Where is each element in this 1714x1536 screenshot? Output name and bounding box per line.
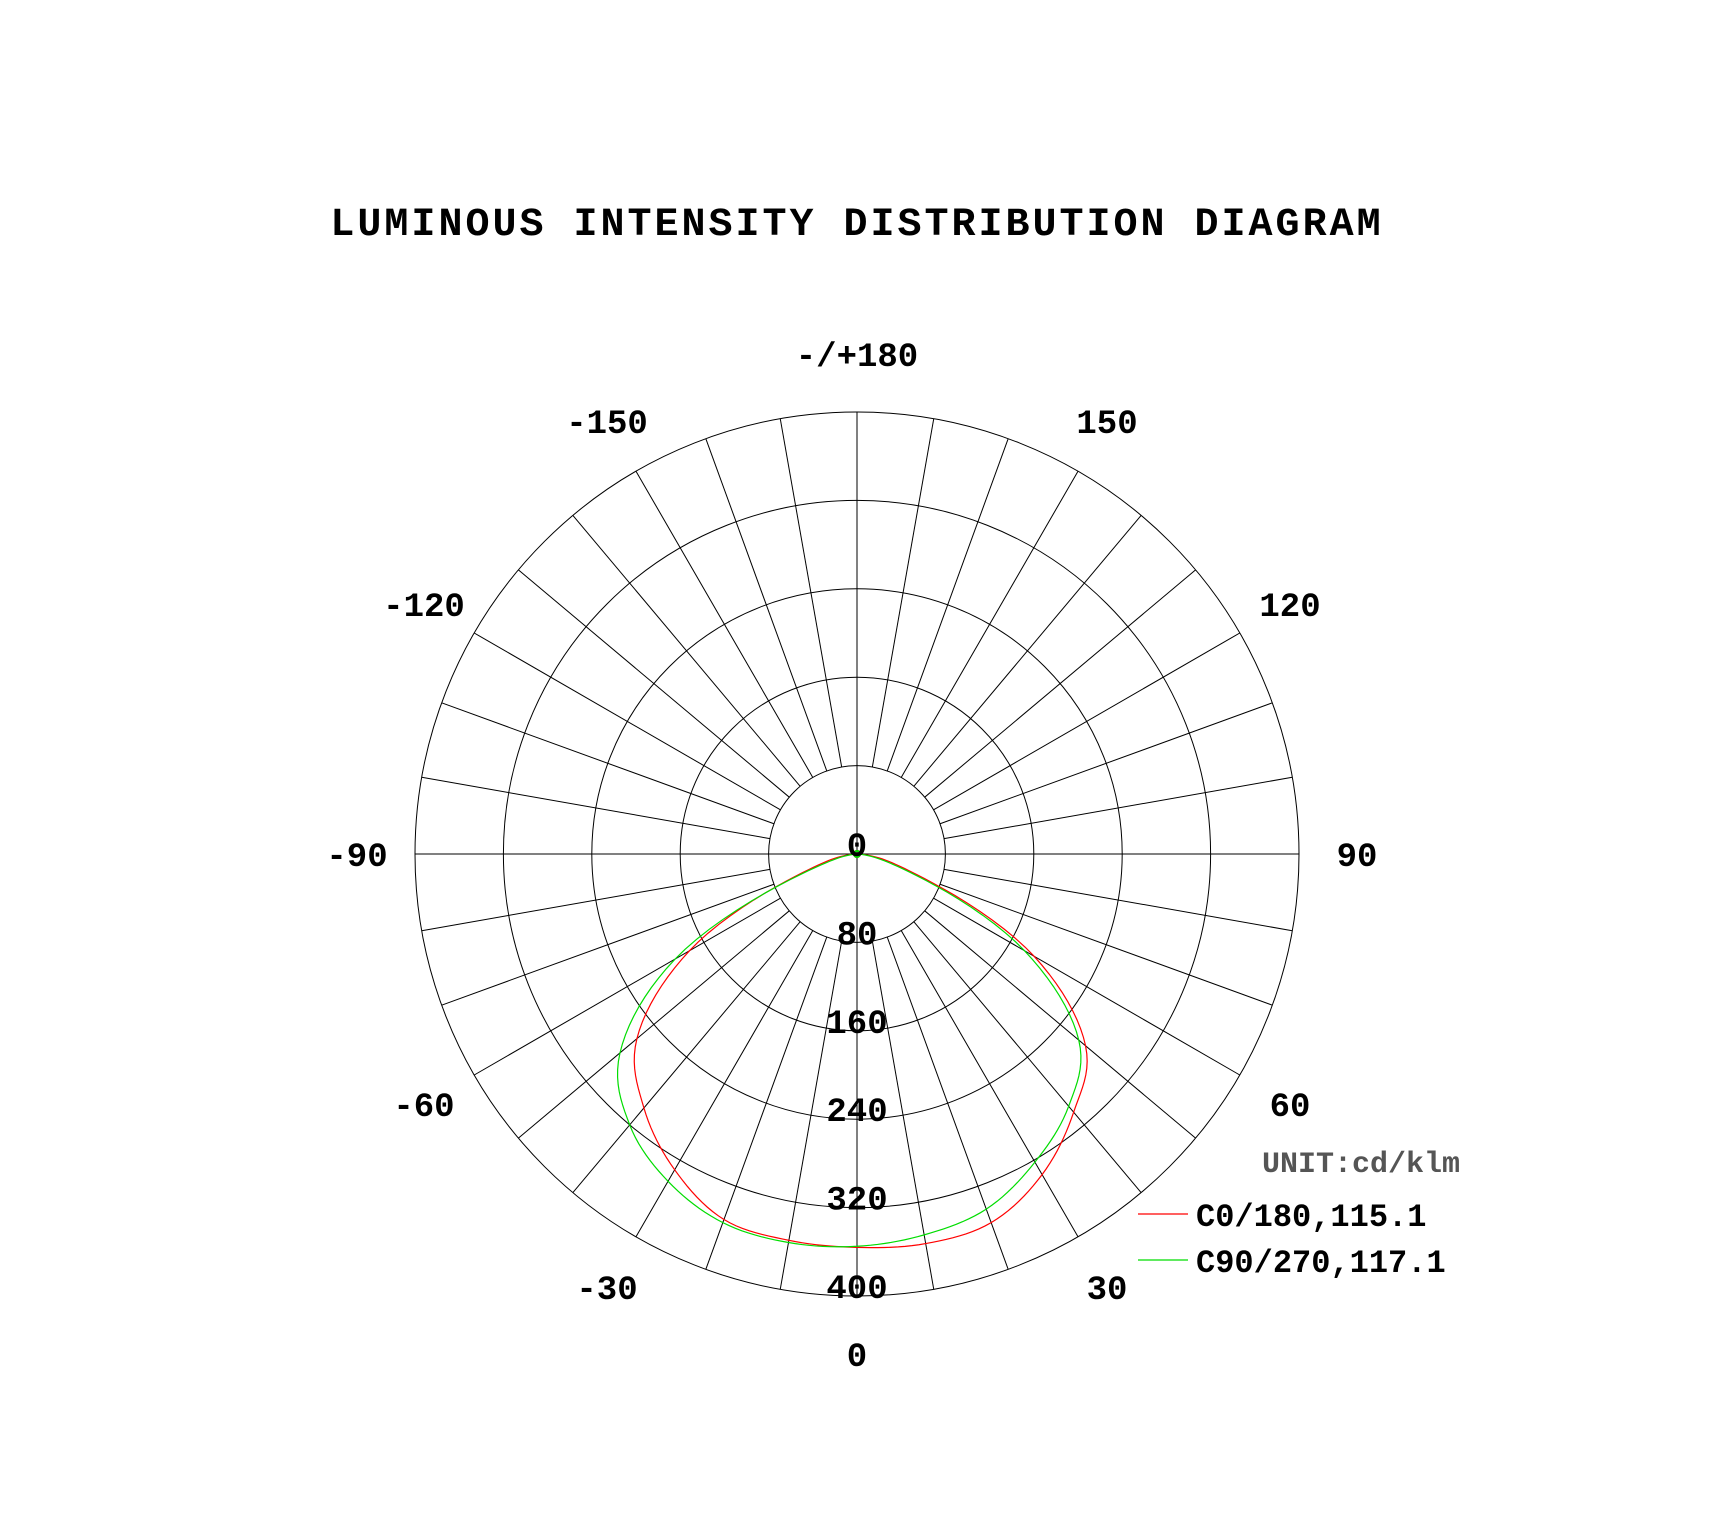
radial-tick-label-320: 320 xyxy=(826,1182,888,1221)
grid-spoke-300 xyxy=(474,898,780,1075)
grid-spoke-110 xyxy=(940,703,1272,824)
legend-unit-label: UNIT:cd/klm xyxy=(1262,1148,1461,1182)
radial-tick-label-160: 160 xyxy=(826,1005,888,1044)
legend-label-1: C0/180,115.1 xyxy=(1196,1199,1427,1236)
grid-spoke-130 xyxy=(925,570,1196,797)
grid-spoke-160 xyxy=(887,439,1008,771)
radial-tick-label-400: 400 xyxy=(826,1271,888,1309)
angle-label-180: -/+180 xyxy=(795,339,919,377)
grid-spoke-250 xyxy=(442,703,774,824)
angle-label-150: 150 xyxy=(1076,405,1138,444)
legend-label-2: C90/270,117.1 xyxy=(1196,1245,1446,1282)
grid-spoke-310 xyxy=(518,911,789,1138)
angle-label-neg90: -90 xyxy=(326,839,388,877)
grid-spoke-100 xyxy=(944,777,1292,838)
grid-spoke-260 xyxy=(422,777,770,838)
angle-label-neg120: -120 xyxy=(383,589,465,627)
angle-label-neg30: -30 xyxy=(576,1272,638,1311)
angle-label-neg60: -60 xyxy=(393,1089,455,1127)
grid-spoke-120 xyxy=(934,633,1240,810)
radial-tick-label-0: 0 xyxy=(846,829,868,867)
grid-spoke-150 xyxy=(901,471,1078,777)
grid-spoke-240 xyxy=(474,633,780,810)
grid-spoke-290 xyxy=(442,884,774,1005)
radial-tick-label-240: 240 xyxy=(826,1094,888,1133)
angle-label-30: 30 xyxy=(1086,1272,1128,1311)
grid-spoke-70 xyxy=(940,884,1272,1005)
angle-label-0: 0 xyxy=(846,1339,868,1377)
legend xyxy=(1138,1148,1460,1282)
grid-spoke-330 xyxy=(636,931,813,1237)
grid-spoke-190 xyxy=(780,419,841,767)
chart-title: LUMINOUS INTENSITY DISTRIBUTION DIAGRAM xyxy=(330,203,1384,248)
grid-spoke-20 xyxy=(887,937,1008,1269)
grid-spoke-170 xyxy=(872,419,933,767)
angle-label-60: 60 xyxy=(1269,1089,1311,1127)
grid-spoke-140 xyxy=(914,515,1141,786)
grid-spoke-210 xyxy=(636,471,813,777)
grid-spoke-80 xyxy=(944,869,1292,930)
grid-spoke-220 xyxy=(573,515,800,786)
radial-tick-label-80: 80 xyxy=(836,917,878,956)
grid-spoke-280 xyxy=(422,869,770,930)
grid-spoke-60 xyxy=(934,898,1240,1075)
grid-spoke-320 xyxy=(573,922,800,1193)
grid-spoke-200 xyxy=(706,439,827,771)
grid-spoke-40 xyxy=(914,922,1141,1193)
angle-label-120: 120 xyxy=(1259,589,1321,627)
grid-spoke-50 xyxy=(925,911,1196,1138)
angle-label-neg150: -150 xyxy=(566,405,648,444)
grid-spoke-230 xyxy=(518,570,789,797)
angle-label-90: 90 xyxy=(1336,839,1378,877)
